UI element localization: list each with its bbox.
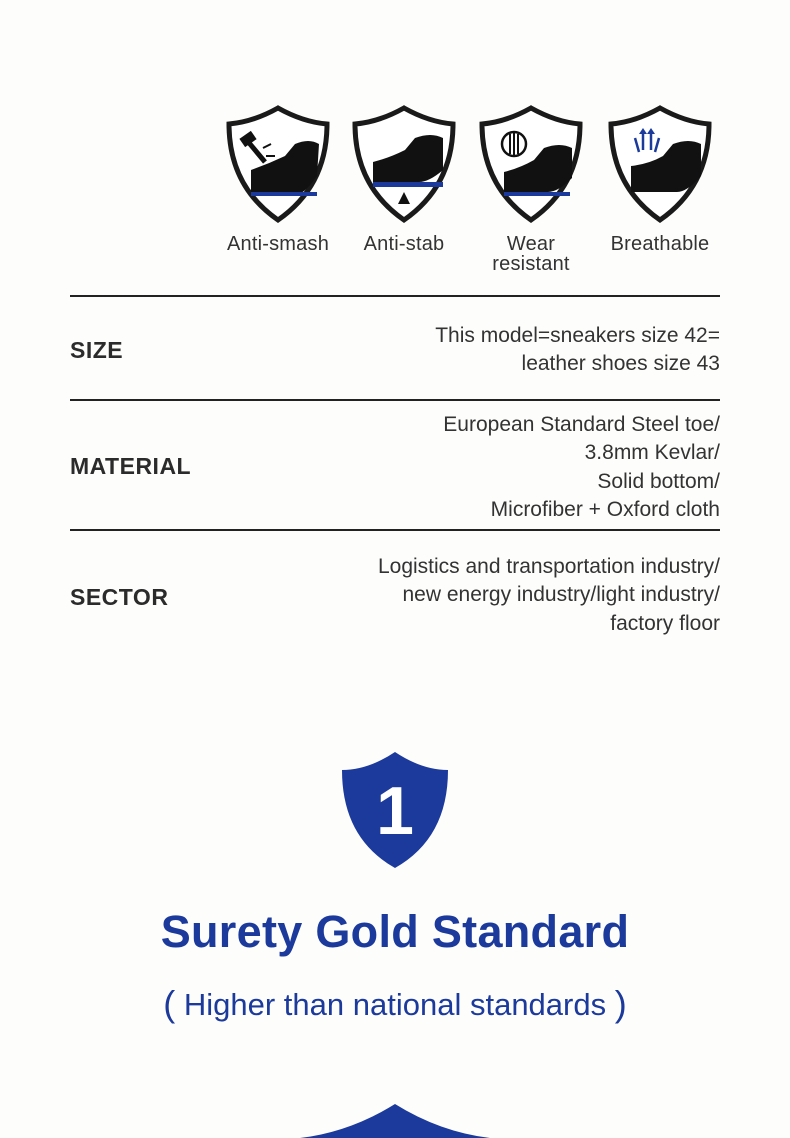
spec-value-line: This model=sneakers size 42= [435, 324, 720, 347]
open-bracket: ( [163, 983, 176, 1024]
breathable-shield-icon [605, 104, 715, 224]
spec-value-line: Solid bottom/ [597, 469, 720, 493]
headline: Surety Gold Standard [160, 906, 630, 957]
spec-value-line: leather shoes size 43 [521, 352, 720, 376]
spec-label-material: MATERIAL [70, 453, 192, 479]
feature-label: Wear resistant [492, 233, 570, 275]
feature-wear-resistant [471, 104, 591, 274]
spec-value-line: new energy industry/light industry/ [402, 583, 720, 607]
wear-resistant-shield-icon [476, 104, 586, 224]
spec-value-size [300, 322, 720, 379]
number-badge [340, 750, 450, 875]
spec-value-line: 3.8mm Kevlar/ [584, 441, 720, 465]
feature-breathable [600, 104, 720, 254]
next-shield-top-icon [300, 1102, 490, 1138]
divider [70, 529, 720, 531]
number-shield-icon [340, 750, 450, 870]
spec-value-sector [300, 553, 720, 638]
divider [70, 399, 720, 401]
subline-text: Higher than national standards [183, 987, 607, 1022]
feature-label: Breathable [610, 233, 710, 255]
feature-label: Anti-smash [226, 233, 330, 255]
close-bracket: ) [614, 983, 627, 1024]
spec-value-line: Microfiber + Oxford cloth [490, 497, 720, 521]
spec-value-line: European Standard Steel toe/ [443, 413, 720, 436]
badge-number: 1 [376, 773, 414, 849]
spec-label-sector: SECTOR [70, 584, 169, 610]
divider [70, 295, 720, 297]
spec-value-line: Logistics and transportation industry/ [377, 555, 720, 578]
feature-label: Anti-stab [363, 233, 445, 255]
spec-value-line: factory floor [610, 611, 720, 635]
spec-value-material [300, 411, 720, 524]
subline [0, 982, 790, 1024]
feature-anti-stab [344, 104, 464, 254]
feature-anti-smash [218, 104, 338, 254]
anti-smash-shield-icon [223, 104, 333, 224]
anti-stab-shield-icon [349, 104, 459, 224]
spec-label-size: SIZE [70, 337, 124, 363]
